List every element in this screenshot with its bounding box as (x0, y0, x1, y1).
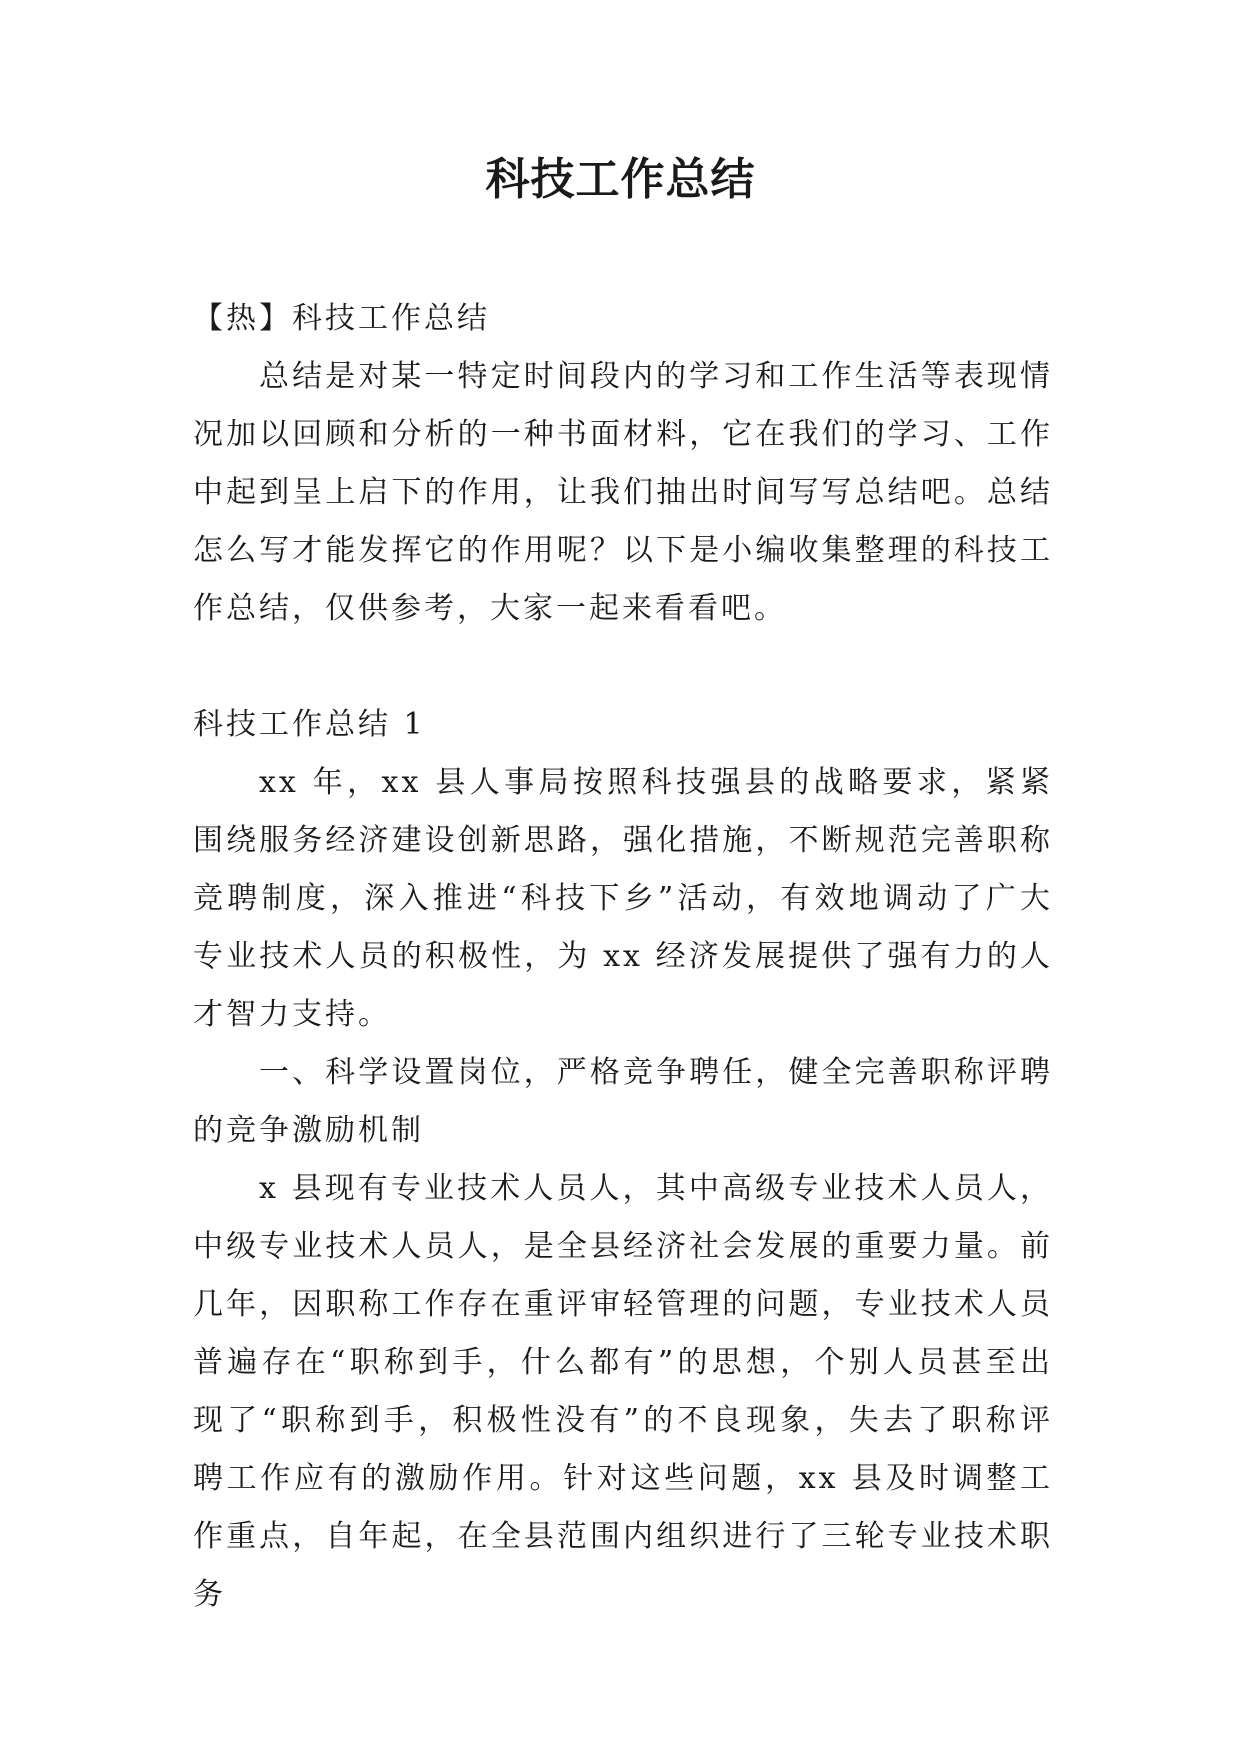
document-title: 科技工作总结 (485, 154, 756, 205)
document-body (193, 290, 1053, 1624)
body-paragraph-1: xx 年，xx 县人事局按照科技强县的战略要求，紧紧围绕服务经济建设创新思路，强化措施，不断规范完善职称竞聘制度，深入推进“科技下乡”活动，有效地调动了广大专业技术人员的积极性，为 xx 经济发展提供了强有力的人才智力支持。 (193, 765, 1053, 1032)
body-paragraph-2: 一、科学设置岗位，严格竞争聘任，健全完善职称评聘的竞争激励机制 (193, 1055, 1053, 1148)
document-subtitle: 【热】科技工作总结 (193, 301, 490, 336)
body-paragraph-3: x 县现有专业技术人员人，其中高级专业技术人员人，中级专业技术人员人，是全县经济社会发展的重要力量。前几年，因职称工作存在重评审轻管理的问题，专业技术人员普遍存在“职称到手，什么都有”的思想，个别人员甚至出现了“职称到手，积极性没有”的不良现象，失去了职称评聘工作应有的激励作用。针对这些问题，xx 县及时调整工作重点，自年起，在全县范围内组织进行了三轮专业技术职务 (193, 1171, 1053, 1612)
section-heading: 科技工作总结 1 (193, 707, 426, 742)
intro-paragraph: 总结是对某一特定时间段内的学习和工作生活等表现情况加以回顾和分析的一种书面材料，它在我们的学习、工作中起到呈上启下的作用，让我们抽出时间写写总结吧。总结怎么写才能发挥它的作用呢？以下是小编收集整理的科技工作总结，仅供参考，大家一起来看看吧。 (193, 359, 1053, 626)
